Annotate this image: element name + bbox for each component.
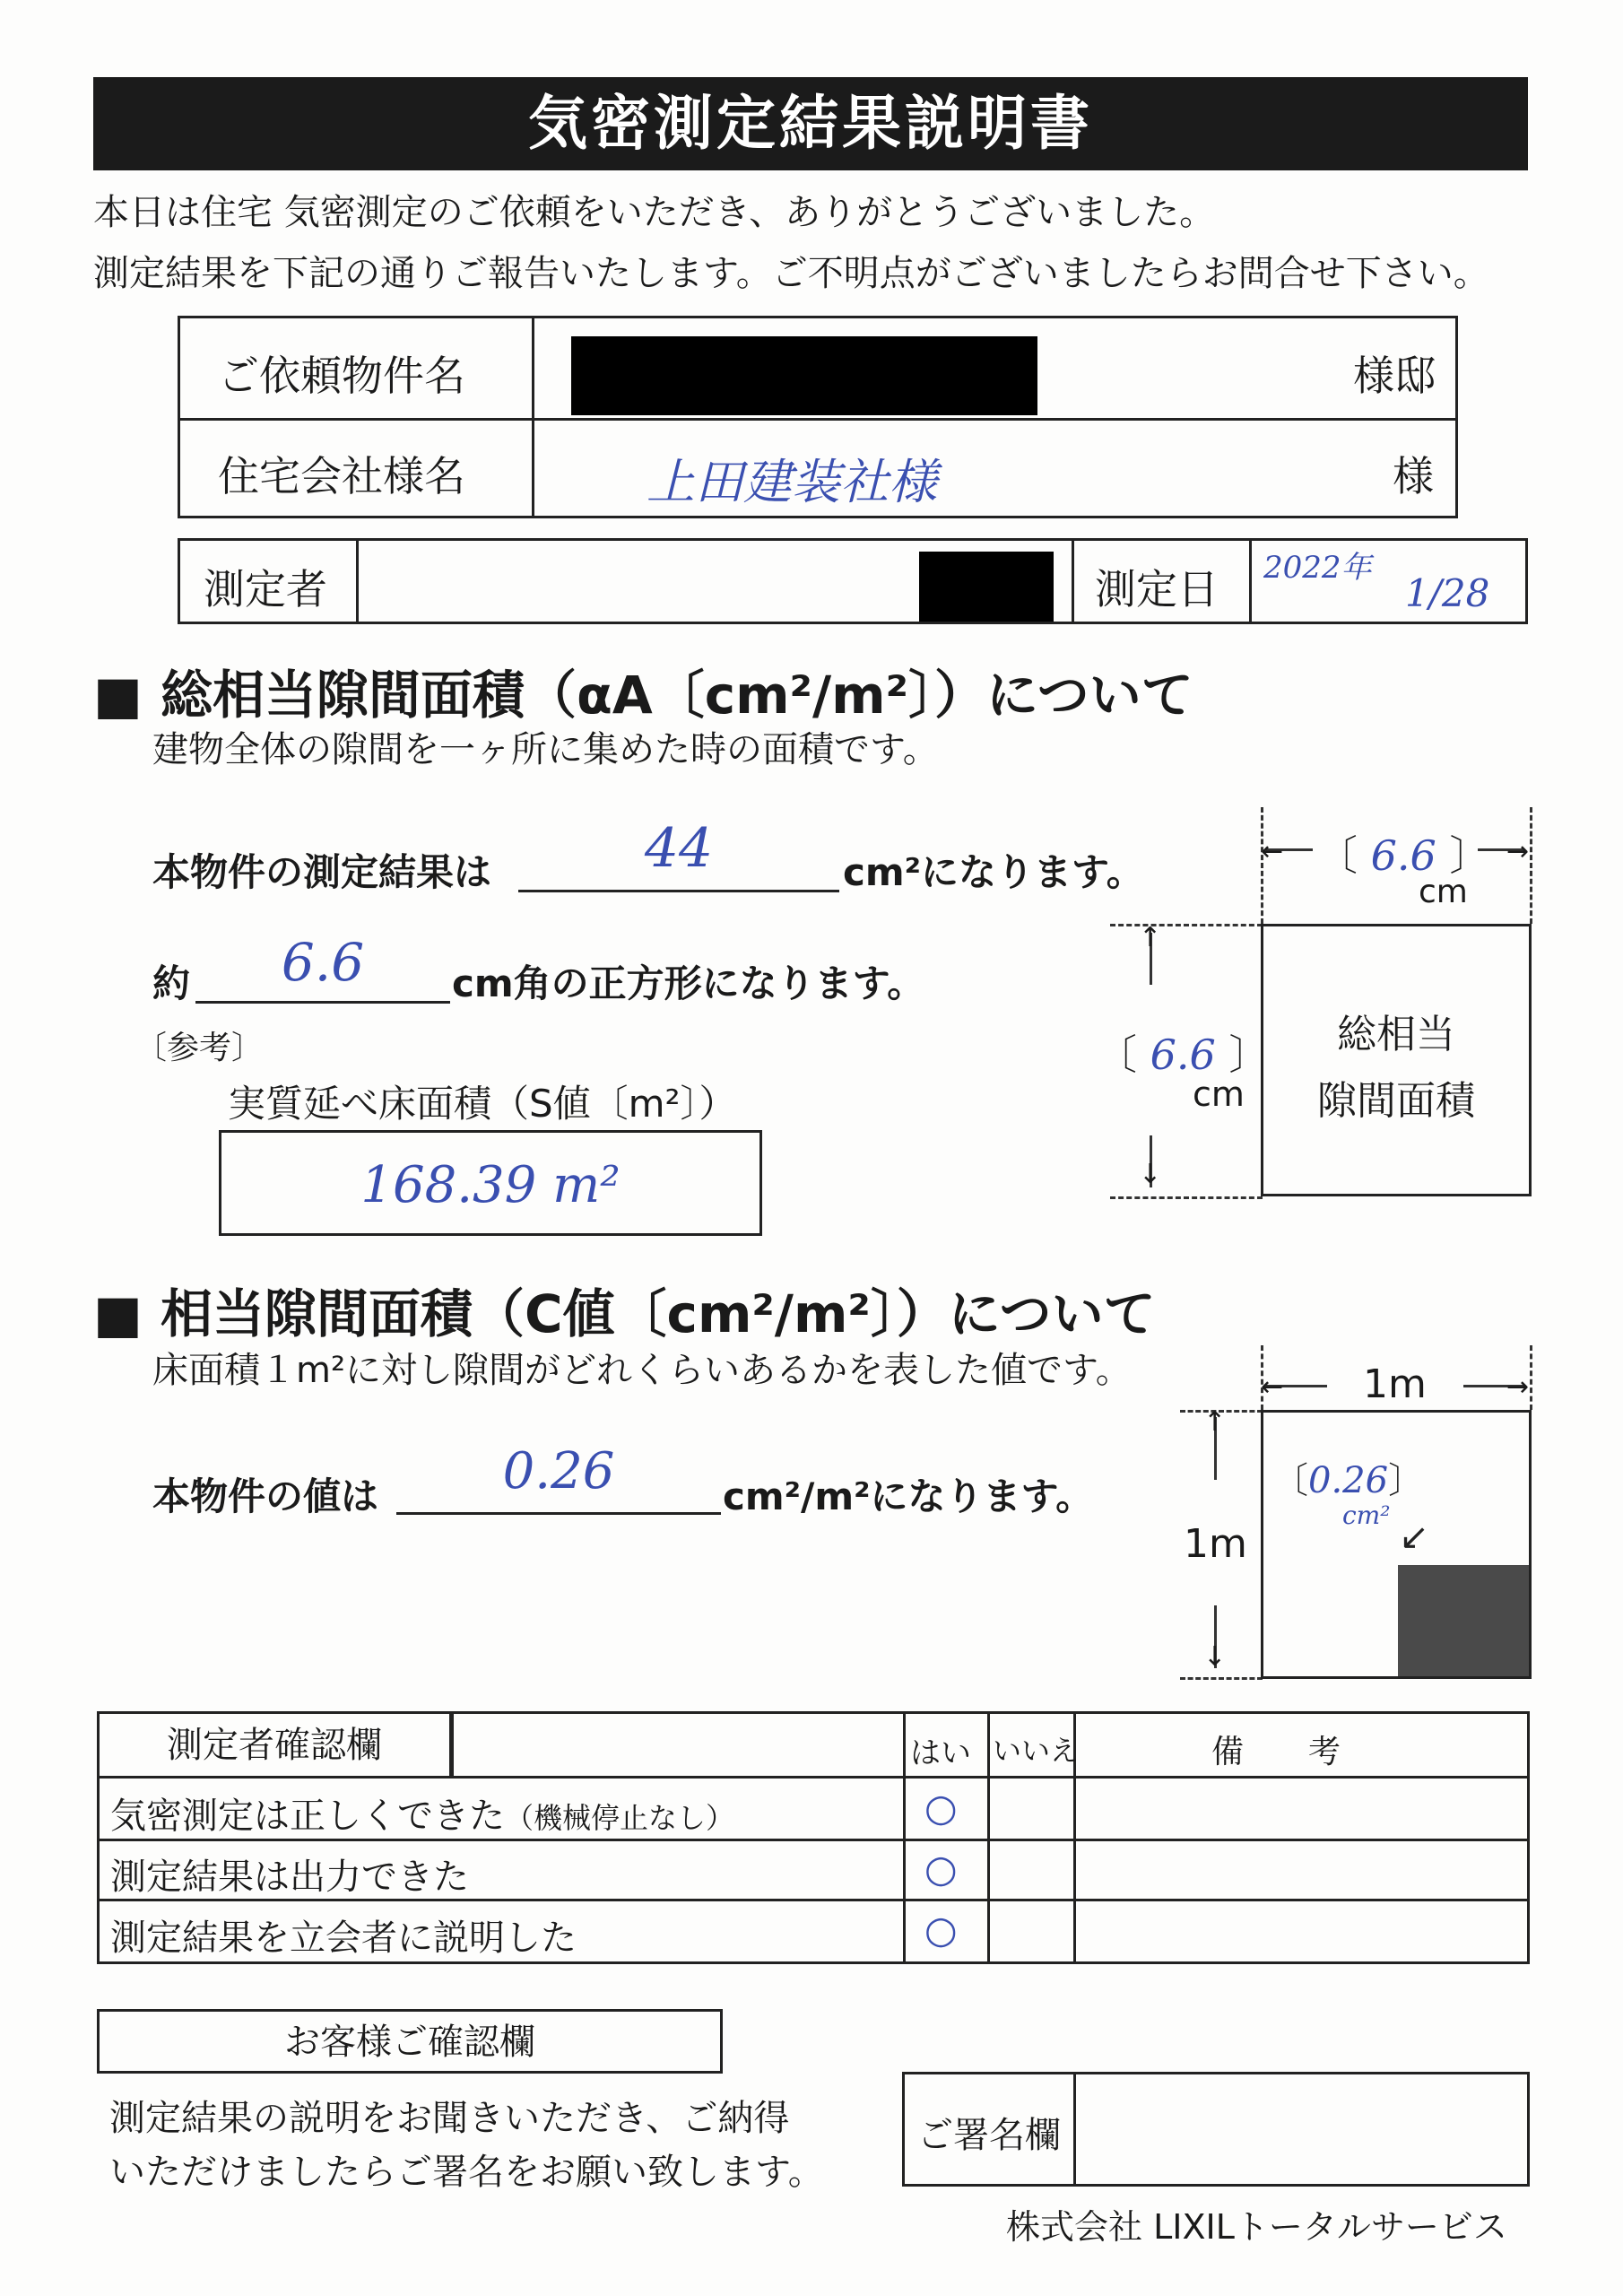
- footer-company: 株式会社 LIXILトータルサービス: [1006, 2207, 1507, 2247]
- signature-label: ご署名欄: [917, 2115, 1061, 2156]
- square-blank: [195, 924, 450, 1004]
- date-month-day: 1/28: [1405, 571, 1490, 615]
- section2-value-prefix: 本物件の値は: [152, 1474, 379, 1518]
- diagram1-box-line2: 隙間面積: [1317, 1078, 1475, 1124]
- section1-result-prefix: 本物件の測定結果は: [152, 850, 492, 894]
- pointer-arrow-icon: ↓: [1387, 1513, 1438, 1565]
- customer-text-line1: 測定結果の説明をお聞きいただき、ご納得: [109, 2098, 790, 2139]
- floor-area-value: 168.39 m²: [360, 1156, 621, 1214]
- section1-result-blank: [518, 807, 839, 892]
- c-value-square: [1398, 1565, 1529, 1676]
- diagram1-guide-top: [1110, 924, 1263, 926]
- redacted-property-name: [571, 336, 1037, 415]
- square-value: 6.6: [281, 932, 365, 993]
- checklist-row-1-label: 気密測定は正しくできた（機械停止なし）: [110, 1796, 735, 1837]
- diagram2-side-label: 1m: [1184, 1521, 1247, 1567]
- signature-field[interactable]: [1079, 2074, 1527, 2184]
- arrow-right-icon: →: [1506, 836, 1530, 867]
- arrow-up-icon: ↑: [1203, 1406, 1227, 1438]
- diagram1-side-bracket: 〔 6.6 〕: [1096, 1031, 1271, 1079]
- property-suffix: 様邸: [1353, 352, 1436, 400]
- checklist-row-3-yes: ○: [924, 1908, 958, 1952]
- customer-text-line2: いただけましたらご署名をお願い致します。: [109, 2152, 824, 2193]
- checklist-row-2-label: 測定結果は出力できた: [110, 1857, 469, 1898]
- arrow-left-icon: ←: [1261, 836, 1284, 867]
- diagram2-unit: cm²: [1342, 1500, 1391, 1530]
- section1-description: 建物全体の隙間を一ヶ所に集めた時の面積です。: [152, 729, 939, 770]
- arrow-down-icon: ↓: [1139, 1159, 1162, 1190]
- checklist-header: 測定者確認欄: [97, 1711, 452, 1776]
- document-title: 気密測定結果説明書: [93, 77, 1528, 170]
- customer-header: お客様ご確認欄: [97, 2009, 723, 2074]
- diagram2-bracket: 〔0.26〕: [1272, 1460, 1425, 1501]
- section2-value-blank: [396, 1431, 721, 1515]
- company-name-value: 上田建装社様: [647, 454, 937, 510]
- section1-result-suffix: cm²になります。: [843, 850, 1144, 894]
- checklist-row-1-yes: ○: [924, 1786, 958, 1830]
- diagram1-side-value: 6.6: [1150, 1031, 1216, 1079]
- diagram2-guide-bottom: [1180, 1677, 1263, 1680]
- redacted-measurer: [919, 552, 1054, 622]
- company-suffix: 様: [1393, 452, 1434, 500]
- square-suffix: cm角の正方形になります。: [452, 961, 925, 1005]
- arrow-left-icon: ←: [1261, 1371, 1284, 1403]
- section1-result-value: 44: [644, 817, 714, 880]
- col-yes-header: はい: [910, 1735, 971, 1771]
- checklist-row-2-yes: ○: [924, 1847, 958, 1891]
- floor-area-label: 実質延べ床面積（S値〔m²〕）: [228, 1082, 737, 1126]
- measurer-row: [178, 538, 1528, 624]
- intro-line-1: 本日は住宅 気密測定のご依頼をいただき、ありがとうございました。: [93, 192, 1216, 233]
- diagram1-top-unit: cm: [1419, 874, 1468, 910]
- diagram1-top-bracket: 〔 6.6 〕: [1316, 831, 1491, 880]
- floor-area-box: [219, 1130, 762, 1236]
- diagram1-box-line1: 総相当: [1337, 1012, 1455, 1057]
- diagram2-value: 0.26: [1308, 1460, 1389, 1501]
- col-no-header: いいえ: [993, 1734, 1080, 1768]
- property-name-label: ご依頼物件名: [218, 352, 465, 400]
- property-table: [178, 316, 1458, 518]
- checklist-table: [97, 1711, 1530, 1964]
- section2-heading: ■ 相当隙間面積（C値〔cm²/m²〕）について: [93, 1283, 1156, 1344]
- section2-value-suffix: cm²/m²になります。: [723, 1474, 1094, 1518]
- date-year: 2022年: [1263, 550, 1372, 586]
- diagram2-guide-right: [1530, 1345, 1532, 1410]
- section2-description: 床面積１m²に対し隙間がどれくらいあるかを表した値です。: [152, 1350, 1132, 1391]
- date-label: 測定日: [1095, 565, 1219, 613]
- measurer-label: 測定者: [204, 565, 327, 613]
- arrow-down-icon: ↓: [1203, 1641, 1227, 1673]
- section2-value: 0.26: [502, 1442, 615, 1500]
- arrow-right-icon: →: [1506, 1371, 1530, 1403]
- arrow-up-icon: ↑: [1139, 922, 1162, 953]
- diagram1-guide-right: [1530, 807, 1532, 924]
- square-prefix: 約: [152, 961, 191, 1005]
- signature-box: [902, 2072, 1530, 2187]
- company-name-label: 住宅会社様名: [218, 452, 465, 500]
- one-meter-square-box: [1261, 1410, 1532, 1679]
- diagram1-guide-bottom: [1110, 1196, 1263, 1199]
- diagram1-side-unit: cm: [1193, 1074, 1245, 1114]
- total-gap-area-box: [1261, 924, 1532, 1196]
- diagram1-top-value: 6.6: [1370, 831, 1436, 880]
- reference-label: 〔参考〕: [135, 1030, 265, 1066]
- col-notes-header: 備 考: [1211, 1734, 1341, 1770]
- intro-line-2: 測定結果を下記の通りご報告いたします。ご不明点がございましたらお問合せ下さい。: [93, 253, 1489, 294]
- section1-heading: ■ 総相当隙間面積（αA〔cm²/m²〕）について: [93, 665, 1193, 726]
- diagram2-top-label: 1m: [1363, 1361, 1427, 1407]
- checklist-row-3-label: 測定結果を立会者に説明した: [110, 1918, 577, 1959]
